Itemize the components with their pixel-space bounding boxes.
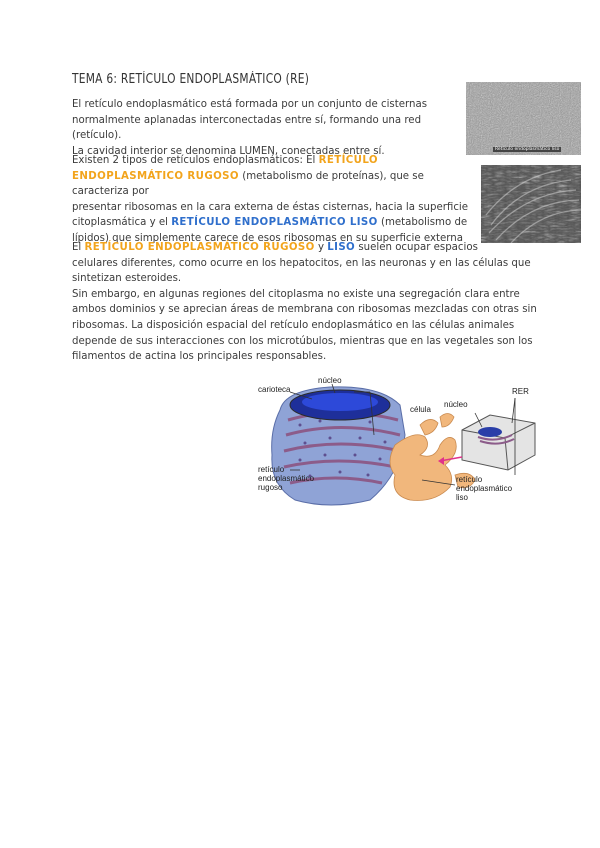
label-line: endoplasmático <box>456 484 513 493</box>
label-carioteca: carioteca <box>258 385 291 394</box>
text-line: sintetizan esteroides. <box>72 273 182 285</box>
paragraph-distribution <box>72 240 547 365</box>
text-span: suelen ocupar espacios <box>355 242 478 253</box>
liso-highlight: LISO <box>327 242 356 253</box>
text-line: ribosomas. La disposición espacial del retículo endoplasmático en las células animales <box>72 319 515 331</box>
paragraph-definition <box>72 97 462 159</box>
text-line: presentar ribosomas en la cara externa de éstas cisternas, hacia la superficie <box>72 201 469 213</box>
label-celula: célula <box>410 405 431 414</box>
label-nucleo: núcleo <box>318 376 342 385</box>
label-line: retículo <box>456 475 483 484</box>
micrograph-texture <box>466 82 581 155</box>
label-rer: RER <box>512 387 529 396</box>
rer-highlight: RETÍCULO ENDOPLASMÁTICO RUGOSO <box>84 242 315 253</box>
label-rough-er <box>258 465 314 492</box>
page-title: TEMA 6: RETÍCULO ENDOPLASMÁTICO (RE) <box>72 72 310 87</box>
micrograph-rough-er <box>481 165 581 243</box>
text-line: Sin embargo, en algunas regiones del citoplasma no existe una segregación clara entre <box>72 288 520 300</box>
text-line: depende de sus interacciones con los microtúbulos, mientras que en las vegetales son los <box>72 335 533 347</box>
text-span: (metabolismo de proteínas), que se caracteriza por <box>72 170 424 198</box>
label-line: retículo <box>258 465 285 474</box>
micrograph-caption: Retículo endoplasmático liso <box>495 147 560 152</box>
micrograph-smooth-er <box>466 82 581 155</box>
micrograph-texture <box>481 165 581 243</box>
label-nucleo-inset: núcleo <box>444 400 468 409</box>
rer-highlight: ENDOPLASMÁTICO RUGOSO <box>72 170 239 182</box>
text-span: citoplasmática y el <box>72 217 172 229</box>
nucleus-shape <box>290 390 390 420</box>
text-line: lípidos) que simplemente carece de esos ribosomas en su superficie externa <box>72 232 463 244</box>
paragraph-types <box>72 153 472 247</box>
text-line: filamentos de actina los principales responsables. <box>72 351 327 363</box>
label-line: endoplasmático <box>258 474 315 483</box>
text-line: normalmente aplanadas interconectadas entre sí, formando una red (retículo). <box>72 114 422 142</box>
label-line: rugoso <box>258 483 283 492</box>
text-span: Existen 2 tipos de retículos endoplasmáticos: El <box>72 155 319 166</box>
label-smooth-er <box>456 475 512 502</box>
cell-inset-shape <box>462 415 535 470</box>
text-line: celulares diferentes, como ocurre en los hepatocitos, en las neuronas y en las células que <box>72 257 531 269</box>
text-line: ambos dominios y se aprecian áreas de membrana con ribosomas mezcladas con otras sin <box>72 304 537 316</box>
er-diagram <box>250 375 540 515</box>
text-span: (metabolismo de <box>377 217 468 229</box>
rer-highlight: RETÍCULO <box>318 155 378 166</box>
text-span: y <box>314 242 328 253</box>
text-span: El <box>72 242 85 253</box>
text-line: La cavidad interior se denomina LUMEN, conectadas entre sí. <box>72 145 385 157</box>
rel-highlight: RETÍCULO ENDOPLASMÁTICO LISO <box>171 217 378 229</box>
label-line: liso <box>456 493 469 502</box>
text-line: El retículo endoplasmático está formada por un conjunto de cisternas <box>72 99 428 110</box>
